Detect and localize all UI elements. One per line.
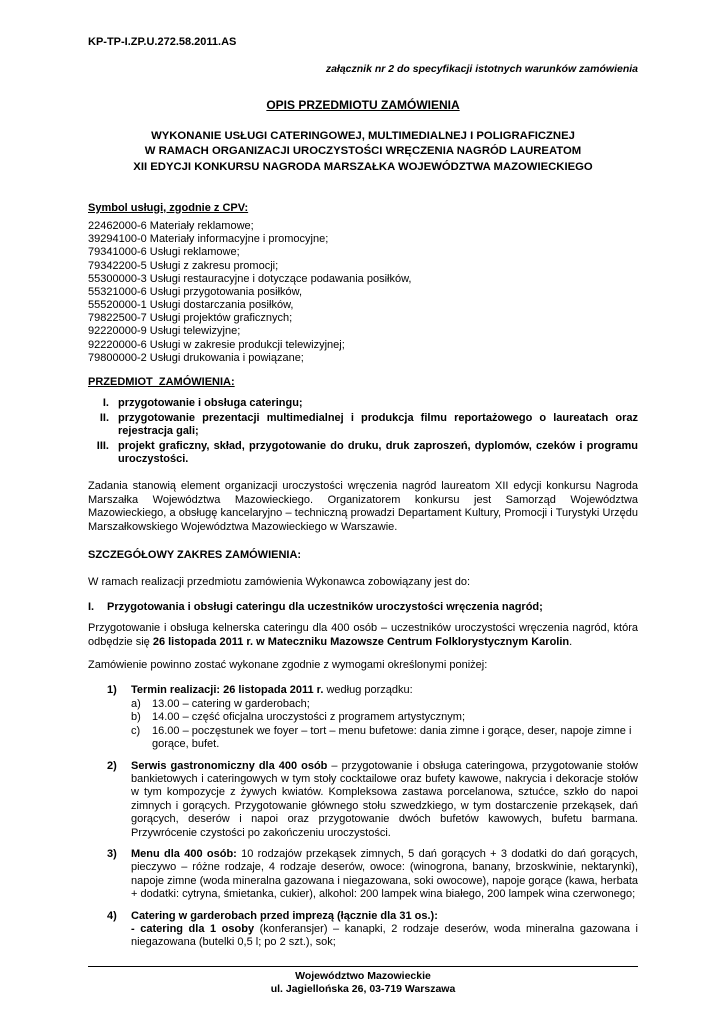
- requirement-sub-bold: - catering dla 1 osoby: [131, 923, 255, 936]
- paragraph-text: .: [569, 635, 573, 648]
- subtitle-line-1: WYKONANIE USŁUGI CATERINGOWEJ, MULTIMEDIALNEJ I POLIGRAFICZNEJ: [151, 129, 575, 142]
- scope-section-1-heading: [88, 601, 638, 614]
- list-marker: 2): [107, 759, 117, 772]
- requirement-item-3: [107, 848, 638, 902]
- requirement-body: [131, 760, 638, 840]
- list-marker: c): [131, 724, 141, 737]
- requirement-subline: [131, 923, 638, 950]
- list-marker: I.: [88, 600, 95, 613]
- requirement-lead-bold: Termin realizacji: 26 listopada 2011 r.: [131, 683, 324, 696]
- schedule-item: [131, 698, 638, 711]
- requirement-lead-bold: Catering w garderobach przed imprezą (łącznie dla 31 os.):: [131, 909, 438, 922]
- subtitle-line-2: W RAMACH ORGANIZACJI UROCZYSTOŚCI WRĘCZENIA NAGRÓD LAUREATOM: [144, 145, 582, 158]
- requirement-item-4: [107, 910, 638, 950]
- cpv-item: 79341000-6 Usługi reklamowe;: [88, 246, 240, 259]
- footer-address: ul. Jagiellońska 26, 03-719 Warszawa: [270, 982, 456, 995]
- document-subtitle: [88, 129, 638, 176]
- cpv-item: 55520000-1 Usługi dostarczania posiłków,: [88, 299, 294, 312]
- scope-section-1-heading-text: Przygotowania i obsługi cateringu dla uczestników uroczystości wręczenia nagród;: [107, 600, 543, 613]
- attachment-note: załącznik nr 2 do specyfikacji istotnych warunków zamówienia: [325, 63, 638, 76]
- requirement-text: 10 rodzajów przekąsek zimnych, 5 dań gorących + 3 dodatki do dań gorących, pieczywo – różne rodzaje, 4 rodzaje deserów, owoce: (winogrona, banany, brzoskwinie, nektarynki), napoje zimne (woda mineralna gazowana i niegazowana, soki owocowe), napoje gorące (kawa, herbata + dodatki: cytryna, śmietanka, cukier), alkohol: 200 lampek wina białego, 200 lampek wina czerwonego;: [131, 848, 638, 901]
- cpv-heading: Symbol usługi, zgodnie z CPV:: [88, 201, 249, 214]
- page-title: OPIS PRZEDMIOTU ZAMÓWIENIA: [266, 98, 460, 113]
- requirement-body: [131, 910, 638, 950]
- requirement-lead-bold: Menu dla 400 osób:: [131, 848, 237, 860]
- schedule-item: [131, 725, 638, 752]
- catering-paragraph: [88, 622, 638, 649]
- paragraph-bold-text: 26 listopada 2011 r. w Mateczniku Mazowsze Centrum Folklorystycznym Karolin: [152, 635, 570, 648]
- cpv-item: 92220000-9 Usługi telewizyjne;: [88, 325, 241, 338]
- schedule-list: [131, 698, 638, 752]
- list-item: [88, 412, 638, 439]
- list-item-text: przygotowanie prezentacji multimedialnej i produkcja filmu reportażowego o laureatach oraz rejestracja gali;: [118, 411, 638, 438]
- scope-intro: W ramach realizacji przedmiotu zamówienia Wykonawca zobowiązany jest do:: [88, 575, 471, 588]
- list-marker: 4): [107, 909, 117, 922]
- requirement-text: – przygotowanie i obsługa cateringowa, przygotowanie stołów bankietowych i cateringowych w tym stoły cocktailowe oraz bufety kawowe, nakrycia i dekoracje stołów w tym kompozycje z żywych kwiatów. Kompleksowa zastawa porcelanowa, sztućce, szkło do napoi zimnych i gorących. Przygotowanie głównego stołu szwedzkiego, w tym dostarczenie przekąsek, dań gorących, deserów i napoi oraz przygotowanie dwóch bufetów kawowych, bufetu barmana. Przywrócenie czystości po zakończeniu uroczystości.: [131, 759, 638, 839]
- cpv-item: 79342200-5 Usługi z zakresu promocji;: [88, 259, 279, 272]
- list-marker: I.: [102, 397, 109, 410]
- cpv-item: 55300000-3 Usługi restauracyjne i dotyczące podawania posiłków,: [88, 272, 412, 285]
- list-item-text: projekt graficzny, skład, przygotowanie do druku, druk zaproszeń, dyplomów, czeków i programu uroczystości.: [118, 439, 638, 466]
- scope-heading: SZCZEGÓŁOWY ZAKRES ZAMÓWIENIA:: [88, 549, 302, 562]
- cpv-item: 92220000-6 Usługi w zakresie produkcji telewizyjnej;: [88, 338, 345, 351]
- paragraph-text: Przygotowanie i obsługa kelnerska cateringu dla 400 osób – uczestników uroczystości wręczenia nagród, która odbędzie się: [88, 622, 638, 648]
- requirement-item-1: [107, 684, 638, 752]
- cpv-list: [88, 220, 638, 365]
- document-footer: [88, 966, 638, 996]
- requirement-body: [131, 684, 638, 752]
- requirement-lead: [131, 910, 638, 923]
- list-marker: II.: [99, 411, 109, 424]
- requirements-list: [88, 684, 638, 950]
- schedule-item: [131, 711, 638, 724]
- list-item: [88, 397, 638, 410]
- requirement-body: [131, 848, 638, 902]
- schedule-text: 14.00 – część oficjalna uroczystości z programem artystycznym;: [152, 711, 466, 724]
- cpv-item: 39294100-0 Materiały informacyjne i promocyjne;: [88, 233, 329, 246]
- requirement-lead-bold: Serwis gastronomiczny dla 400 osób: [131, 759, 328, 772]
- cpv-item: 79800000-2 Usługi drukowania i powiązane;: [88, 351, 304, 364]
- reference-number: KP-TP-I.ZP.U.272.58.2011.AS: [88, 36, 237, 48]
- cpv-item: 55321000-6 Usługi przygotowania posiłków,: [88, 285, 303, 298]
- schedule-text: 16.00 – poczęstunek we foyer – tort – menu bufetowe: dania zimne i gorące, deser, napoje zimne i gorące, bufet.: [152, 724, 632, 751]
- subject-heading: PRZEDMIOT ZAMÓWIENIA:: [88, 376, 235, 389]
- requirement-item-2: [107, 760, 638, 840]
- requirement-lead: [131, 684, 638, 697]
- list-item: [88, 440, 638, 467]
- intro-paragraph: Zadania stanowią element organizacji uroczystości wręczenia nagród laureatom XII edycji konkursu Nagroda Marszałka Województwa Mazowieckiego. Organizatorem konkursu jest Samorząd Województwa Mazowieckiego, a obsługę kancelaryjno – techniczną prowadzi Departament Kultury, Promocji i Turystyki Urzędu Marszałkowskiego Województwa Mazowieckiego w Warszawie.: [88, 480, 638, 533]
- schedule-text: 13.00 – catering w garderobach;: [152, 697, 310, 710]
- list-marker: b): [131, 711, 141, 724]
- requirements-intro: Zamówienie powinno zostać wykonane zgodnie z wymogami określonymi poniżej:: [88, 659, 488, 672]
- footer-org-name: Województwo Mazowieckie: [295, 969, 431, 982]
- subject-list: [88, 397, 638, 466]
- list-marker: 3): [107, 848, 117, 860]
- requirement-lead-rest: według porządku:: [323, 683, 413, 696]
- list-marker: III.: [96, 439, 109, 452]
- list-item-text: przygotowanie i obsługa cateringu;: [118, 397, 303, 410]
- cpv-item: 22462000-6 Materiały reklamowe;: [88, 219, 254, 232]
- requirement-sub-text: (konferansjer) – kanapki, 2 rodzaje deserów, woda mineralna gazowana i niegazowana (butelki 0,5 l; po 2 szt.), sok;: [131, 923, 638, 949]
- cpv-item: 79822500-7 Usługi projektów graficznych;: [88, 312, 293, 325]
- subtitle-line-3: XII EDYCJI KONKURSU NAGRODA MARSZAŁKA WOJEWÓDZTWA MAZOWIECKIEGO: [133, 160, 593, 173]
- list-marker: a): [131, 697, 141, 710]
- list-marker: 1): [107, 683, 117, 696]
